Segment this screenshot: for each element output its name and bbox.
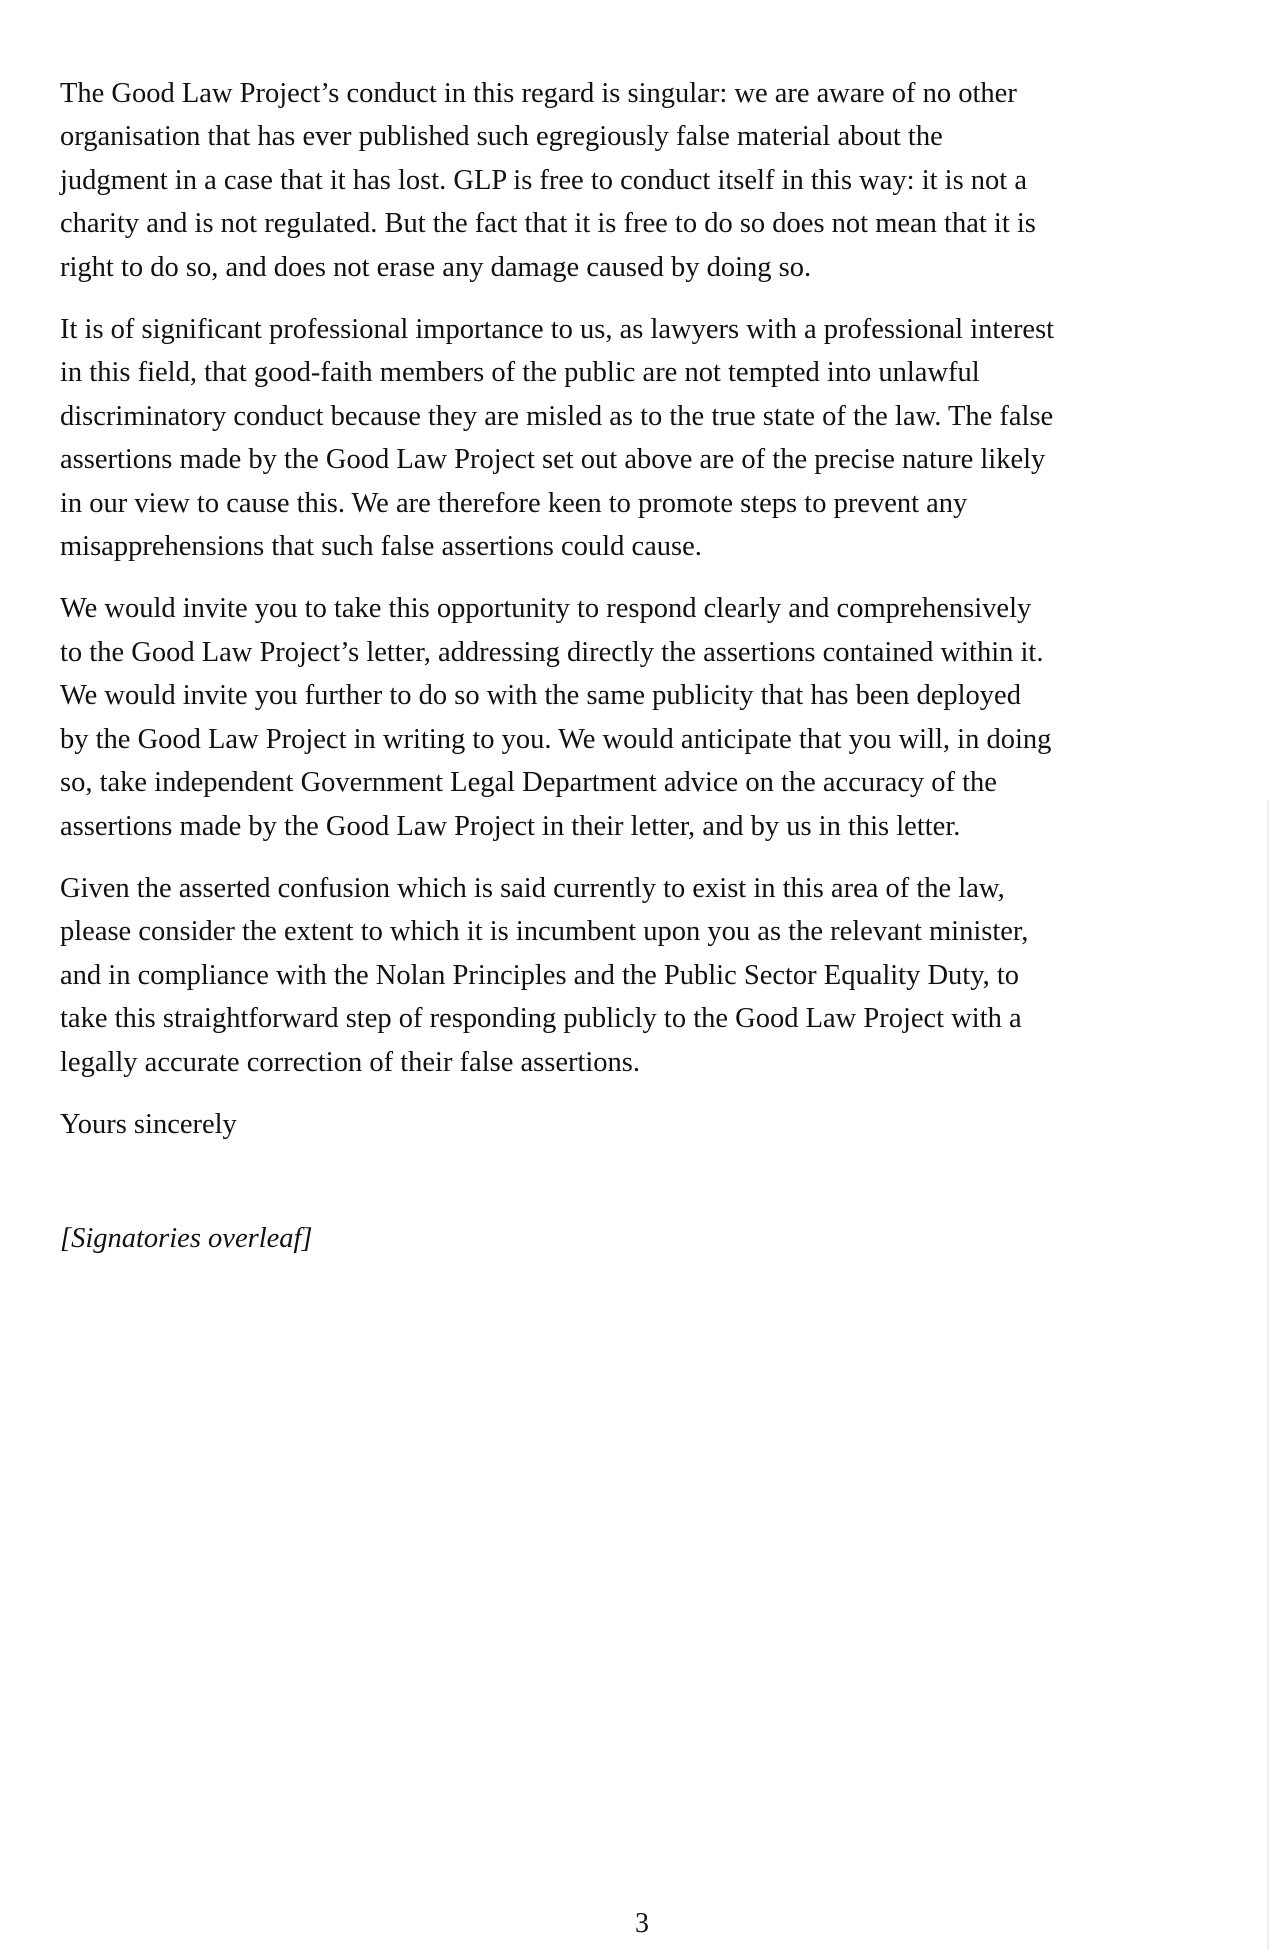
paragraph-professional-importance: It is of significant professional importance to us, as lawyers with a professional interest in this field, that good-faith members of the public are not tempted into unlawful discriminatory conduct because they are misled as to the true state of the law. The false assertions made by the Good Law Project set out above are of the precise nature likely in our view to cause this. We are therefore keen to promote steps to prevent any misapprehensions that such false assertions could cause. xyxy=(60,314,1055,563)
paragraph-invitation-to-respond: We would invite you to take this opportunity to respond clearly and comprehensively to the Good Law Project’s letter, addressing directly the assertions contained within it. We would invite you further to do so with the same publicity that has been deployed by the Good Law Project in writing to you. We would anticipate that you will, in doing so, take independent Government Legal Department advice on the accuracy of the assertions made by the Good Law Project in their letter, and by us in this letter. xyxy=(60,593,1052,842)
page-number: 3 xyxy=(635,1908,649,1939)
signatories-note: [Signatories overleaf] xyxy=(60,1223,313,1255)
paragraph-asserted-confusion: Given the asserted confusion which is said currently to exist in this area of the law, please consider the extent to which it is incumbent upon you as the relevant minister, and in compliance with the Nolan Principles and the Public Sector Equality Duty, to take this straightforward step of responding publicly to the Good Law Project with a legally accurate correction of their false assertions. xyxy=(60,872,1029,1078)
paragraph-glp-conduct: The Good Law Project’s conduct in this regard is singular: we are aware of no other organisation that has ever published such egregiously false material about the judgment in a case that it has lost. GLP is free to conduct itself in this way: it is not a charity and is not regulated. But the fact that it is free to do so does not mean that it is right to do so, and does not erase any damage caused by doing so. xyxy=(60,78,1036,283)
letter-body xyxy=(60,72,1230,1261)
closing-salutation: Yours sincerely xyxy=(60,1108,237,1140)
page-edge-divider xyxy=(1267,800,1269,1950)
